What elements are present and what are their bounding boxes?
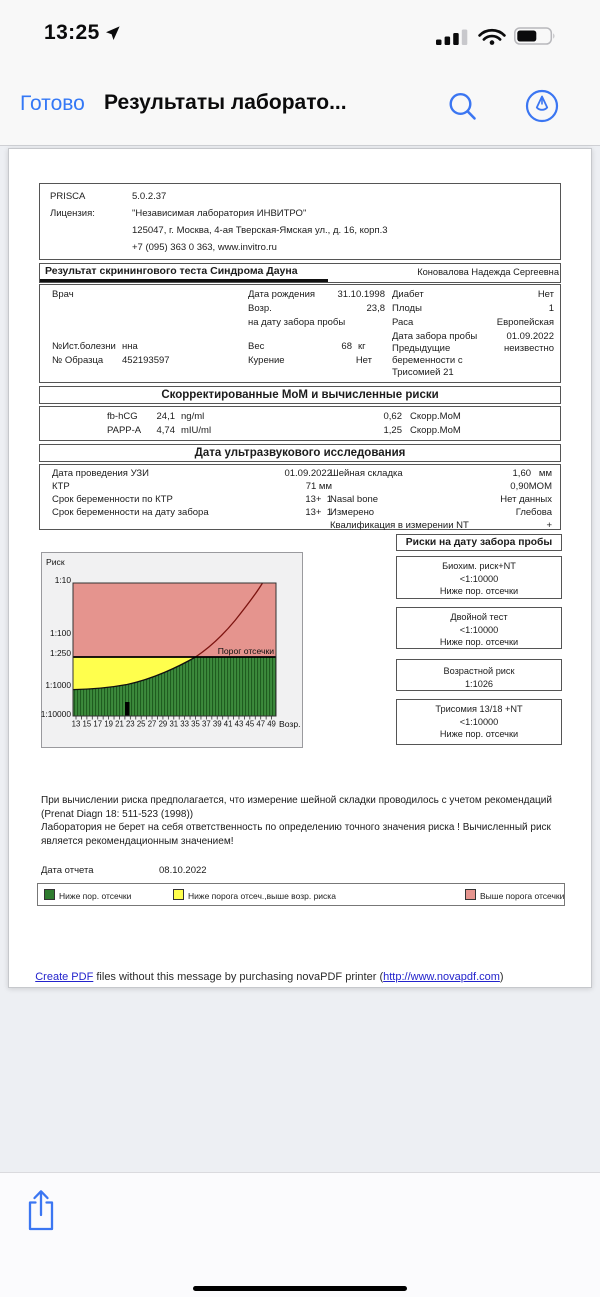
sample-label: № Образца	[52, 355, 104, 366]
xtick-label: 23	[125, 719, 135, 729]
xtick-label: 21	[115, 719, 124, 729]
watermark-text: files without this message by purchasing novaPDF printer (	[93, 971, 384, 983]
mom-section-header: Скорректированные МоМ и вычисленные риски	[39, 386, 561, 404]
birth-value: 31.10.1998	[337, 289, 385, 300]
ytick-label: 1:10000	[41, 709, 71, 719]
risk-box-name: Биохим. риск+NT	[442, 561, 516, 571]
xtick-label: 37	[202, 719, 211, 729]
mom-corrected-value: 1,25	[383, 425, 402, 436]
history-label: №Ист.болезни	[52, 341, 116, 352]
ytick-label: 1:100	[50, 628, 71, 638]
history-value: нна	[122, 341, 138, 352]
us-left-value: 71 мм	[305, 481, 332, 492]
legend-label: Ниже порога отсеч.,выше возр. риска	[188, 891, 336, 901]
risk-box-status: Ниже пор. отсечки	[439, 586, 519, 596]
license-name: "Независимая лаборатория ИНВИТРО"	[132, 208, 307, 219]
status-time: 13:25	[44, 21, 100, 44]
xtick-label: 29	[158, 719, 168, 729]
note-disclaimer: Лаборатория не берет на себя ответственность по определению точного значения риска ! Вычисленный риск является рекомендационным значением!	[41, 822, 551, 847]
xtick-label: 33	[180, 719, 189, 729]
xtick-label: 13	[71, 719, 81, 729]
us-left-label: Срок беременности на дату забора	[52, 507, 209, 518]
sample-value: 452193597	[122, 355, 170, 366]
wifi-icon	[477, 28, 507, 45]
us-right-value: +	[546, 520, 552, 531]
us-left-value: 01.09.2022	[284, 468, 332, 479]
mom-corrected-label: Скорр.МоМ	[410, 425, 461, 436]
xtick-label: 15	[82, 719, 92, 729]
age-value: 23,8	[366, 303, 385, 314]
watermark-text-end: )	[499, 971, 504, 983]
race-value: Европейская	[496, 317, 554, 328]
battery-icon	[514, 27, 557, 45]
us-right-label: Nasal bone	[330, 494, 379, 505]
risk-box-value: 1:1026	[464, 678, 494, 689]
note-nt-recommendation: При вычислении риска предполагается, что измерение шейной складки проводилось с учетом рекомендаций (Prenat Diagn 18: 511-523 (1998))	[41, 795, 552, 820]
us-right-label: Квалификация в измерении NT	[330, 520, 469, 531]
us-right-value: Глебова	[515, 507, 552, 518]
mom-analyte-value: 4,74	[156, 425, 175, 436]
risk-chart	[41, 552, 303, 748]
smoking-label: Курение	[248, 355, 285, 366]
risks-panel	[396, 534, 562, 746]
markup-pen-icon[interactable]	[524, 88, 560, 124]
risk-box-value: <1:10000	[459, 716, 499, 727]
done-button[interactable]: Готово	[20, 92, 85, 115]
chart-xlabel: Возр.	[279, 719, 301, 729]
chart-ylabel: Риск	[46, 557, 65, 567]
xtick-label: 47	[256, 719, 266, 729]
fetuses-value: 1	[548, 303, 554, 314]
sampling-date-label: Дата забора пробы	[392, 331, 478, 342]
mom-analyte-unit: ng/ml	[181, 411, 205, 422]
ytick-label: 1:10	[54, 575, 71, 585]
us-section-header: Дата ультразвукового исследования	[39, 444, 561, 462]
search-icon[interactable]	[446, 90, 480, 124]
age-label: Возр.	[248, 303, 272, 314]
risk-box	[396, 607, 562, 649]
xtick-label: 19	[104, 719, 113, 729]
patient-name: Коновалова Надежда Сергеевна	[417, 267, 559, 277]
cutoff-threshold-label: Порог отсечки	[217, 646, 274, 656]
us-left-label: Дата проведения УЗИ	[52, 468, 149, 479]
weight-unit: кг	[358, 341, 366, 352]
xtick-label: 49	[267, 719, 276, 729]
xtick-label: 45	[245, 719, 255, 729]
create-pdf-link[interactable]: Create PDF	[35, 971, 94, 983]
diabetes-value: Нет	[537, 289, 554, 300]
risk-box-name: Трисомия 13/18 +NT	[435, 704, 523, 714]
legend-swatch	[465, 889, 476, 900]
previous-pregnancies-label: Предыдущие беременности с Трисомией 21	[392, 343, 463, 378]
report-date-label: Дата отчета	[41, 865, 94, 876]
risk-box-name: Двойной тест	[450, 612, 508, 622]
risk-box	[396, 699, 562, 745]
location-icon	[104, 25, 121, 42]
xtick-label: 39	[212, 719, 222, 729]
mom-analyte-name: fb-hCG	[107, 411, 138, 422]
risk-box-status: Ниже пор. отсечки	[439, 637, 519, 647]
us-left-label: КТР	[52, 481, 70, 492]
ytick-label: 1:250	[50, 648, 71, 658]
chart-legend	[37, 883, 565, 906]
cellular-signal-icon	[436, 29, 469, 45]
report-date-value: 08.10.2022	[159, 865, 207, 876]
patient-info-box	[39, 284, 561, 383]
risks-panel-header: Риски на дату забора пробы	[396, 534, 562, 551]
pdf-page	[8, 148, 592, 988]
patient-age-marker	[125, 702, 130, 716]
xtick-label: 17	[93, 719, 103, 729]
risk-box	[396, 659, 562, 691]
lab-address: 125047, г. Москва, 4-ая Тверская-Ямская ул., д. 16, корп.3	[132, 225, 388, 236]
weight-value: 68	[341, 341, 352, 352]
xtick-label: 41	[223, 719, 233, 729]
us-right-value: 0,90МОМ	[510, 481, 552, 492]
app-version: 5.0.2.37	[132, 191, 167, 202]
us-right-label: Шейная складка	[330, 468, 403, 479]
license-label: Лицензия:	[50, 208, 95, 219]
risk-box-value: <1:10000	[459, 624, 499, 635]
doctor-label: Врач	[52, 289, 74, 300]
mom-analyte-name: PAPP-A	[107, 425, 142, 436]
risk-box-name: Возрастной риск	[443, 666, 515, 676]
us-left-value: 13+ 1	[305, 494, 332, 505]
mom-analyte-unit: mIU/ml	[181, 425, 212, 436]
legend-label: Ниже пор. отсечки	[59, 891, 132, 901]
age-note: на дату забора пробы	[248, 317, 346, 328]
birth-label: Дата рождения	[248, 289, 316, 300]
watermark-line	[23, 959, 504, 995]
app-name: PRISCA	[50, 191, 86, 202]
legend-swatch	[44, 889, 55, 900]
weight-label: Вес	[248, 341, 265, 352]
xtick-label: 25	[136, 719, 146, 729]
top-chrome	[0, 0, 600, 146]
smoking-value: Нет	[355, 355, 372, 366]
us-left-label: Срок беременности по КТР	[52, 494, 173, 505]
previous-pregnancies-value: неизвестно	[503, 343, 554, 354]
us-right-value: Нет данных	[500, 494, 552, 505]
lab-phone-site: +7 (095) 363 0 363, www.invitro.ru	[132, 242, 277, 253]
diabetes-label: Диабет	[392, 289, 424, 300]
us-right-label: Измерено	[330, 507, 375, 518]
risk-box	[396, 556, 562, 599]
legend-swatch	[173, 889, 184, 900]
xtick-label: 43	[234, 719, 244, 729]
result-title: Результат скринингового теста Синдрома Дауна	[40, 264, 328, 282]
ytick-label: 1:1000	[45, 680, 71, 690]
sampling-date-value: 01.09.2022	[506, 331, 554, 342]
mom-analyte-value: 24,1	[156, 411, 175, 422]
mom-corrected-value: 0,62	[383, 411, 402, 422]
risk-box-status: Ниже пор. отсечки	[439, 729, 519, 739]
xtick-label: 31	[169, 719, 179, 729]
us-left-value: 13+ 1	[305, 507, 332, 518]
novapdf-link[interactable]: http://www.novapdf.com	[383, 971, 500, 983]
bottom-toolbar	[0, 1172, 600, 1297]
mom-corrected-label: Скорр.МоМ	[410, 411, 461, 422]
report-header-box	[39, 183, 561, 260]
fetuses-label: Плоды	[392, 303, 422, 314]
mom-table	[39, 406, 561, 441]
race-label: Раса	[392, 317, 414, 328]
page-title: Результаты лаборато...	[104, 91, 347, 114]
legend-label: Выше порога отсечки	[480, 891, 565, 901]
home-indicator[interactable]	[193, 1286, 407, 1291]
result-title-bar	[39, 263, 561, 283]
xtick-label: 27	[147, 719, 157, 729]
share-icon[interactable]	[24, 1187, 58, 1233]
risk-box-value: <1:10000	[459, 573, 499, 584]
us-right-value: 1,60 мм	[512, 468, 552, 479]
xtick-label: 35	[191, 719, 200, 729]
ultrasound-table	[39, 464, 561, 530]
